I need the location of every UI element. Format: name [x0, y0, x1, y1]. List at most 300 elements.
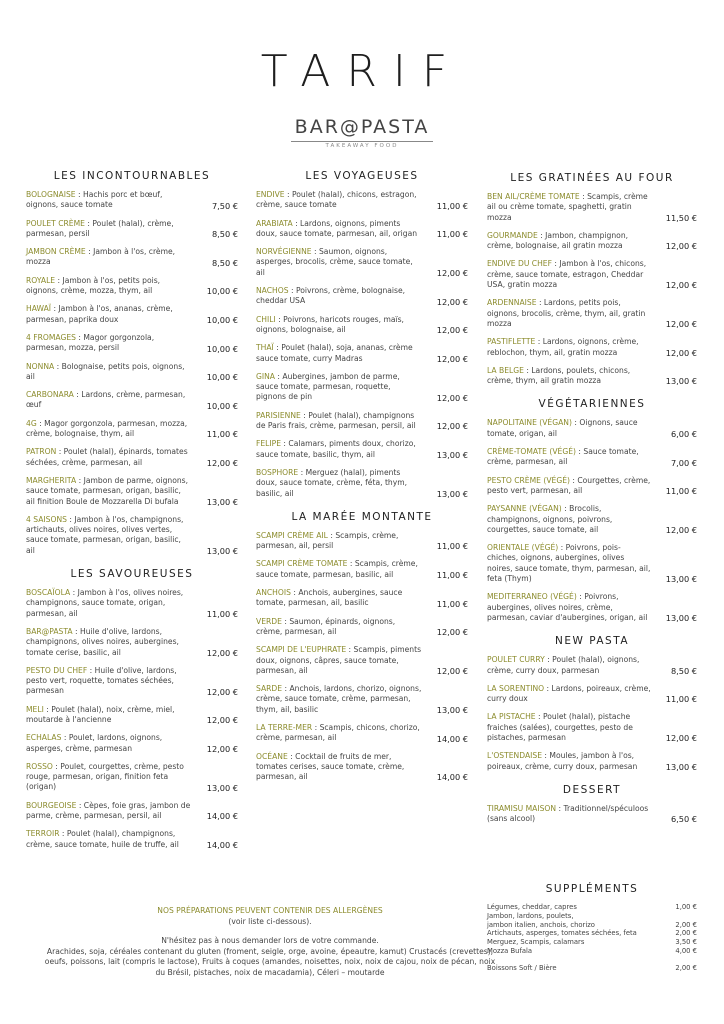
menu-item-separator: :: [579, 192, 588, 201]
menu-item-text: [26, 219, 192, 240]
menu-item-text: [26, 362, 192, 383]
menu-item: [487, 447, 697, 468]
menu-item-text: [26, 276, 192, 297]
menu-item-name: NONNA: [26, 361, 55, 371]
menu-item-description: Anchois, lardons, chorizo, oignons, crème, sauce tomate, crème, parmesan, thym, ail, basilic: [256, 684, 422, 714]
menu-item: [26, 390, 238, 411]
allergen-ask: N'hésitez pas à nous demander lors de votre commande.: [161, 936, 379, 945]
menu-item: [487, 655, 697, 676]
menu-item-price: 11,00 €: [206, 608, 238, 619]
menu-item-text: [26, 304, 192, 325]
menu-item-price: 13,00 €: [665, 613, 697, 624]
menu-item: [256, 247, 468, 278]
menu-item-price: 12,00 €: [206, 647, 238, 658]
menu-item-separator: :: [558, 543, 566, 553]
menu-item-text: [26, 627, 192, 658]
supplement-price: 3,50 €: [675, 938, 697, 947]
menu-item-description: Poulet (halal), noix, crème, miel, moutarde à l'ancienne: [26, 704, 175, 724]
menu-item-name: PESTO DU CHEF: [26, 665, 88, 675]
menu-item-text: [487, 504, 651, 535]
menu-item: [487, 751, 697, 772]
menu-item-description: Scampis, crème ail ou crème tomate, spaghetti, gratin mozza: [487, 192, 648, 222]
menu-item-price: 12,00 €: [206, 686, 238, 697]
allergen-warning: NOS PRÉPARATIONS PEUVENT CONTENIR DES ALLERGÈNES: [157, 906, 383, 915]
menu-item-separator: :: [536, 298, 544, 308]
menu-item-name: JAMBON CRÈME: [26, 247, 86, 257]
menu-item-name: FELIPE: [256, 439, 282, 449]
menu-item-separator: :: [73, 390, 82, 400]
menu-item-description: Magor gorgonzola, parmesan, mozza, persil: [26, 332, 155, 353]
menu-item-description: Cèpes, foie gras, jambon de parme, crème, parmesan, persil, ail: [26, 800, 191, 821]
menu-item-price: 12,00 €: [436, 353, 468, 364]
menu-item-name: BOSCAÏOLA: [26, 588, 71, 598]
menu-item-price: 12,00 €: [436, 325, 468, 336]
allergen-notice: [40, 906, 500, 978]
menu-item-separator: :: [75, 190, 83, 199]
menu-item-name: MARGHERITA: [26, 475, 77, 485]
menu-item-text: [256, 752, 422, 783]
menu-item-price: 12,00 €: [665, 347, 697, 358]
menu-column-right: [487, 172, 697, 836]
menu-item-price: 13,00 €: [665, 376, 697, 387]
menu-item-text: [487, 712, 651, 743]
menu-item: [487, 231, 697, 252]
menu-item-separator: :: [281, 616, 290, 626]
menu-item-text: [487, 231, 651, 252]
menu-item-text: [26, 762, 192, 793]
menu-item-name: BAR@PASTA: [26, 626, 73, 636]
menu-item-description: Saumon, épinards, oignons, crème, parmesan, ail: [256, 616, 396, 636]
menu-item-name: SARDE: [256, 684, 283, 694]
section-title: LES INCONTOURNABLES: [53, 170, 211, 182]
menu-item-price: 14,00 €: [206, 811, 238, 822]
menu-item-description: Huile d'olive, lardons, champignons, olives noires, aubergines, tomate cerise, basilic, ail: [26, 626, 179, 657]
section-title: LA MARÉE MONTANTE: [291, 510, 433, 523]
menu-item-description: Lardons, petits pois, oignons, brocolis, crème, thym, ail, gratin mozza: [487, 298, 646, 328]
menu-item-separator: :: [76, 475, 84, 485]
menu-item-description: Lardons, oignons, crème, reblochon, thym, ail, gratin mozza: [487, 337, 639, 357]
menu-item: [256, 723, 468, 744]
supplement-label: jambon italien, anchois, chorizo: [487, 920, 595, 929]
menu-item-separator: :: [87, 665, 95, 675]
menu-item-text: [256, 286, 422, 307]
menu-item-separator: :: [292, 218, 301, 228]
menu-item: [256, 559, 468, 580]
menu-item-price: 11,00 €: [665, 486, 697, 497]
menu-item-separator: :: [551, 259, 560, 269]
section-title: DESSERT: [562, 783, 622, 796]
menu-item-price: 12,00 €: [665, 525, 697, 536]
menu-column-middle: [256, 170, 468, 794]
menu-item-name: PESTO CRÈME (VÉGÉ): [487, 475, 570, 485]
menu-item: [26, 666, 238, 697]
menu-item-name: PARISIENNE: [256, 410, 301, 420]
menu-item-description: Cocktail de fruits de mer, tomates cerises, sauce tomate, crème, parmesan, ail: [256, 751, 405, 782]
section-title: LES VOYAGEUSES: [305, 170, 419, 182]
menu-item-text: [26, 419, 192, 440]
menu-item-separator: :: [523, 365, 532, 375]
menu-item-name: BOLOGNAISE: [26, 190, 76, 199]
menu-item-name: TERROIR: [26, 829, 60, 839]
menu-item-price: 8,50 €: [211, 257, 238, 268]
menu-item-name: NORVÉGIENNE: [256, 247, 312, 257]
menu-item-description: Lardons, oignons, piments doux, sauce tomate, parmesan, ail, origan: [256, 218, 418, 238]
menu-item: [256, 752, 468, 783]
menu-item-price: 12,00 €: [436, 296, 468, 307]
menu-item-price: 11,00 €: [436, 598, 468, 609]
menu-item: [26, 762, 238, 793]
menu-item-text: [26, 666, 192, 697]
menu-item: [487, 684, 697, 705]
menu-item-separator: :: [85, 247, 94, 257]
menu-item-description: Huile d'olive, lardons, pesto vert, roquette, tomates séchées, parmesan: [26, 665, 177, 696]
menu-item-text: [256, 645, 422, 676]
menu-item-name: ORIENTALE (VÉGÉ): [487, 543, 559, 553]
menu-section: [487, 398, 697, 623]
menu-item-separator: :: [70, 588, 78, 598]
menu-item-description: Poivrons, pois-chiches, oignons, aubergines, olives noires, sauce tomate, thym, parmesan, ail, feta (Thym): [487, 543, 651, 584]
menu-item-name: POULET CRÈME: [26, 218, 85, 228]
menu-item: [26, 333, 238, 354]
menu-item-price: 13,00 €: [206, 546, 238, 557]
menu-item: [256, 411, 468, 432]
supplements-list: [487, 903, 697, 956]
supplement-price: 1,00 €: [675, 903, 697, 911]
menu-item-price: 10,00 €: [206, 314, 238, 325]
menu-item-text: [487, 337, 651, 358]
menu-item-separator: :: [76, 800, 84, 810]
menu-item-description: Magor gorgonzola, parmesan, mozza, crème, bolognaise, thym, ail: [26, 418, 188, 439]
supplement-row: [487, 912, 697, 921]
menu-item-separator: :: [537, 230, 546, 240]
menu-item-text: [26, 190, 192, 211]
menu-item-price: 10,00 €: [206, 372, 238, 383]
menu-item: [26, 801, 238, 822]
menu-item-name: BEN AIL/CRÈME TOMATE: [487, 192, 580, 201]
supplements-section: [487, 883, 697, 973]
menu-item-text: [256, 343, 422, 364]
menu-item-separator: :: [275, 371, 283, 381]
menu-item: [26, 362, 238, 383]
menu-item-price: 11,50 €: [665, 212, 697, 223]
menu-item-separator: :: [290, 588, 299, 598]
menu-item: [26, 190, 238, 211]
menu-item-description: Sauce tomate, crème, parmesan, ail: [487, 447, 639, 467]
menu-item-text: [256, 190, 422, 211]
menu-item-separator: :: [75, 332, 84, 342]
menu-item-separator: :: [66, 514, 75, 524]
menu-item-description: Jambon, champignon, crème, bolognaise, ail gratin mozza: [487, 230, 629, 251]
menu-item: [26, 476, 238, 507]
menu-item-description: Courgettes, crème, pesto vert, parmesan, ail: [487, 475, 651, 495]
menu-item-name: 4G: [26, 418, 37, 428]
menu-item-description: Merguez (halal), piments doux, sauce tomate, crème, féta, thym, basilic, ail: [256, 467, 408, 498]
menu-item-text: [26, 390, 192, 411]
menu-item: [26, 829, 238, 850]
menu-item-name: CHILI: [256, 314, 276, 324]
menu-item-description: Poulet (halal), crème, parmesan, persil: [26, 218, 174, 238]
menu-item-description: Bolognaise, petits pois, oignons, ail: [26, 361, 185, 381]
menu-item-separator: :: [300, 410, 309, 420]
menu-item-separator: :: [347, 559, 355, 569]
menu-item-price: 14,00 €: [206, 839, 238, 850]
menu-item: [26, 515, 238, 556]
menu-item-separator: :: [51, 304, 59, 314]
menu-item-price: 12,00 €: [665, 280, 697, 291]
menu-item-text: [487, 592, 651, 623]
menu-item-separator: :: [273, 343, 282, 353]
supplement-row: [487, 938, 697, 947]
menu-item-text: [256, 411, 422, 432]
menu-item-text: [256, 247, 422, 278]
menu-item-description: Jambon de parme, oignons, sauce tomate, parmesan, origan, basilic, ail finition Boule de Mozzarella Di bufala: [26, 475, 189, 506]
menu-item-text: [487, 366, 651, 387]
menu-item-price: 8,50 €: [211, 229, 238, 240]
menu-item-description: Aubergines, jambon de parme, sauce tomate, parmesan, roquette, pignons de pin: [256, 371, 400, 402]
menu-item-name: SCAMPI CRÈME AIL: [256, 530, 328, 540]
menu-item: [26, 304, 238, 325]
menu-item-text: [256, 372, 422, 403]
menu-item: [26, 705, 238, 726]
menu-item-name: CRÈME-TOMATE (VÉGÉ): [487, 447, 576, 457]
menu-item-description: Jambon à l'os, olives noires, champignons, sauce tomate, origan, parmesan, ail: [26, 588, 184, 618]
supplement-label: Boissons Soft / Bière: [487, 963, 557, 972]
menu-item-price: 10,00 €: [206, 286, 238, 297]
menu-item-text: [26, 247, 192, 268]
menu-item: [487, 192, 697, 223]
menu-item-separator: :: [284, 190, 292, 199]
supplement-row: [487, 929, 697, 938]
menu-item-separator: :: [275, 314, 284, 324]
menu-item: [487, 259, 697, 290]
menu-item-description: Hachis porc et bœuf, oignons, sauce tomate: [26, 190, 163, 210]
menu-item-text: [256, 588, 422, 609]
menu-item-name: GINA: [256, 371, 275, 381]
menu-item-price: 11,00 €: [665, 694, 697, 705]
menu-item: [487, 543, 697, 584]
menu-item-price: 12,00 €: [436, 268, 468, 279]
menu-item-price: 12,00 €: [665, 319, 697, 330]
supplement-price: 2,00 €: [675, 929, 697, 938]
menu-item-price: 10,00 €: [206, 343, 238, 354]
menu-item-price: 12,00 €: [665, 733, 697, 744]
menu-item-separator: :: [56, 447, 64, 457]
menu-item-text: [26, 476, 192, 507]
menu-item-separator: :: [72, 626, 81, 636]
menu-item: [256, 343, 468, 364]
menu-item-text: [256, 468, 422, 499]
menu-section: [256, 511, 468, 783]
menu-item-description: Brocolis, champignons, oignons, poivrons, courgettes, sauce tomate, ail: [487, 504, 613, 534]
menu-item-price: 11,00 €: [436, 200, 468, 211]
menu-item-price: 12,00 €: [206, 715, 238, 726]
menu-item-price: 12,00 €: [436, 421, 468, 432]
menu-item-price: 13,00 €: [665, 761, 697, 772]
supplement-row-drinks: [487, 964, 697, 973]
menu-item-description: Lardons, poulets, chicons, crème, thym, ail gratin mozza: [487, 365, 631, 386]
menu-item-separator: :: [36, 418, 45, 428]
menu-item-text: [256, 531, 422, 552]
menu-item-price: 14,00 €: [436, 772, 468, 783]
menu-item-separator: :: [55, 275, 63, 285]
menu-item-name: TIRAMISU MAISON: [487, 803, 557, 813]
menu-item-price: 12,00 €: [436, 392, 468, 403]
menu-item-text: [487, 298, 651, 329]
menu-item-text: [26, 801, 192, 822]
menu-item-name: NACHOS: [256, 286, 289, 296]
menu-item-description: Calamars, piments doux, chorizo, sauce tomate, basilic, thym, ail: [256, 439, 416, 459]
menu-item-name: BOSPHORE: [256, 467, 299, 477]
menu-item-name: ARABIATA: [256, 218, 293, 228]
menu-item-text: [256, 723, 422, 744]
menu-item-name: PATRON: [26, 447, 57, 457]
menu-item: [256, 684, 468, 715]
menu-item-price: 13,00 €: [436, 449, 468, 460]
menu-item-separator: :: [544, 683, 552, 693]
menu-section: [487, 172, 697, 386]
menu-item-description: Poulet (halal), épinards, tomates séchées, crème, parmesan, ail: [26, 447, 188, 467]
menu-column-left: [26, 170, 238, 862]
menu-item-price: 12,00 €: [206, 457, 238, 468]
menu-item-separator: :: [84, 218, 93, 228]
menu-item-name: ROYALE: [26, 275, 56, 285]
supplement-label: Légumes, cheddar, capres: [487, 903, 577, 911]
menu-item-description: Jambon à l'os, crème, mozza: [26, 247, 176, 267]
menu-item-separator: :: [61, 733, 69, 743]
menu-item-text: [26, 333, 192, 354]
section-title: NEW PASTA: [555, 635, 629, 648]
menu-item-description: Poivrons, crème, bolognaise, cheddar USA: [256, 286, 406, 306]
menu-item-name: LA BELGE: [487, 365, 524, 375]
menu-item: [256, 531, 468, 552]
menu-item-description: Poulet (halal), champignons de Paris frais, crème, parmesan, persil, ail: [256, 410, 416, 431]
menu-item-description: Scampis, piments doux, oignons, câpres, sauce tomate, parmesan, ail: [256, 645, 422, 675]
menu-item-text: [26, 733, 192, 754]
menu-item-separator: :: [287, 751, 296, 761]
menu-item-text: [26, 829, 192, 850]
menu-item: [487, 298, 697, 329]
menu-item: [487, 504, 697, 535]
menu-item-separator: :: [569, 475, 578, 485]
section-title: LES SAVOUREUSES: [70, 568, 194, 581]
menu-item-price: 6,50 €: [670, 814, 697, 825]
menu-item-price: 13,00 €: [436, 488, 468, 499]
menu-item-name: 4 FROMAGES: [26, 332, 76, 342]
menu-section: [256, 170, 468, 499]
menu-item-description: Poulet, courgettes, crème, pesto rouge, parmesan, origan, finition feta (origan): [26, 761, 184, 792]
menu-item: [26, 588, 238, 619]
logo-divider: [291, 141, 433, 142]
menu-item-separator: :: [298, 467, 306, 477]
menu-item-description: Jambon à l'os, champignons, artichauts, olives noires, olives vertes, sauce tomate, parmesan, origan, basilic, ail: [26, 514, 184, 555]
menu-item-separator: :: [544, 655, 553, 665]
supplement-price: 4,00 €: [675, 946, 697, 955]
menu-item-text: [256, 559, 422, 580]
menu-item: [26, 247, 238, 268]
menu-item-name: PAYSANNE (VÉGAN): [487, 504, 562, 514]
menu-item-name: ANCHOIS: [256, 588, 291, 598]
menu-item-description: Poivrons, aubergines, olives noires, crème, parmesan, caviar d'aubergines, origan, ail: [487, 592, 648, 622]
menu-item-description: Scampis, crème, sauce tomate, parmesan, basilic, ail: [256, 559, 418, 579]
menu-item-text: [256, 439, 422, 460]
menu-item-description: Saumon, oignons, asperges, brocolis, crème, sauce tomate, ail: [256, 247, 413, 277]
menu-item-price: 12,00 €: [206, 743, 238, 754]
menu-item-price: 11,00 €: [436, 541, 468, 552]
menu-item-separator: :: [576, 592, 585, 602]
menu-item-text: [487, 447, 651, 468]
menu-item-separator: :: [288, 286, 296, 296]
menu-item-separator: :: [312, 722, 320, 732]
menu-item-separator: :: [327, 530, 336, 540]
menu-item-name: 4 SAISONS: [26, 514, 67, 524]
menu-item: [487, 418, 697, 439]
menu-item-separator: :: [43, 704, 52, 714]
menu-item-name: MELI: [26, 704, 44, 714]
menu-item-separator: :: [535, 712, 543, 722]
menu-item-name: ENDIVE: [256, 190, 285, 199]
menu-item-name: THAÏ: [256, 343, 274, 353]
menu-item: [26, 733, 238, 754]
menu-item-description: Poivrons, haricots rouges, maïs, oignons, bolognaise, ail: [256, 314, 404, 334]
menu-item: [256, 315, 468, 336]
menu-item-price: 10,00 €: [206, 400, 238, 411]
supplement-label: Mozza Bufala: [487, 946, 533, 955]
menu-item-price: 11,00 €: [436, 570, 468, 581]
menu-item-description: Jambon à l'os, ananas, crème, parmesan, paprika doux: [26, 304, 173, 324]
menu-item: [256, 588, 468, 609]
menu-item-description: Poulet (halal), soja, ananas, crème sauce tomate, curry Madras: [256, 343, 413, 363]
menu-item-text: [487, 543, 651, 584]
menu-item-separator: :: [282, 684, 290, 694]
menu-item-text: [487, 804, 651, 825]
menu-item-text: [256, 684, 422, 715]
section-title: LES GRATINÉES AU FOUR: [510, 172, 674, 184]
menu-item-text: [487, 684, 651, 705]
menu-item-text: [487, 655, 651, 676]
menu-item-description: Poulet (halal), champignons, crème, sauce tomate, huile de truffe, ail: [26, 829, 179, 849]
menu-item-description: Jambon à l'os, petits pois, oignons, crème, mozza, thym, ail: [26, 275, 161, 296]
menu-item-price: 13,00 €: [206, 496, 238, 507]
menu-item-price: 12,00 €: [436, 666, 468, 677]
menu-item-name: L'OSTENDAISE: [487, 751, 542, 761]
menu-item-text: [256, 315, 422, 336]
menu-item: [487, 804, 697, 825]
menu-section: [487, 635, 697, 772]
menu-item: [26, 219, 238, 240]
menu-item: [256, 468, 468, 499]
menu-item-description: Poulet (halal), oignons, crème, curry doux, parmesan: [487, 655, 640, 675]
brand-logo: BAR@PASTA: [294, 116, 430, 138]
menu-item: [487, 712, 697, 743]
menu-item-description: Lardons, poireaux, crème, curry doux: [487, 683, 651, 704]
menu-section: [26, 568, 238, 850]
menu-item-price: 7,50 €: [211, 200, 238, 211]
page-title: TARIF: [260, 46, 464, 97]
logo-tagline: TAKEAWAY FOOD: [325, 143, 399, 149]
menu-item-text: [26, 515, 192, 556]
menu-item-separator: :: [535, 337, 543, 347]
menu-item-price: 13,00 €: [665, 574, 697, 585]
menu-item: [256, 190, 468, 211]
menu-item-name: ROSSO: [26, 761, 53, 771]
menu-item-price: 6,00 €: [670, 429, 697, 440]
supplement-label: Merguez, Scampis, calamars: [487, 938, 585, 947]
menu-item-separator: :: [571, 418, 580, 428]
menu-item-name: PASTIFLETTE: [487, 337, 536, 347]
menu-item-description: Anchois, aubergines, sauce tomate, parmesan, ail, basilic: [256, 588, 403, 608]
menu-item-separator: :: [346, 645, 354, 655]
supplement-row: [487, 947, 697, 956]
